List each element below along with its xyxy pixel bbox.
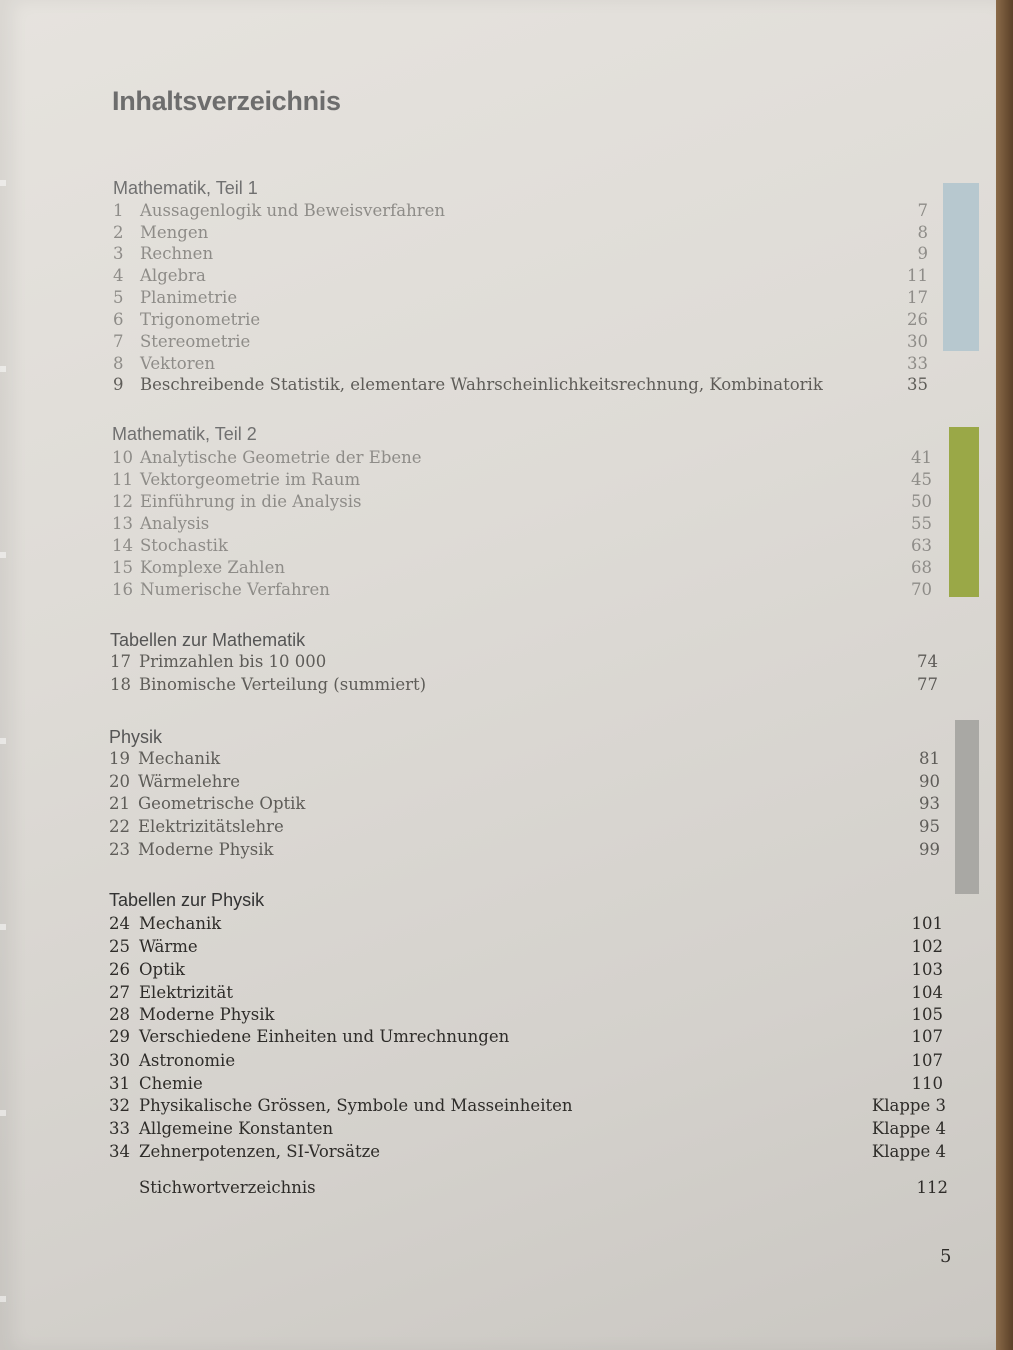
entry-page: 74: [917, 652, 938, 671]
entry-number: 29: [109, 1027, 130, 1046]
toc-entry[interactable]: [0, 817, 996, 839]
entry-page: 41: [911, 448, 932, 467]
entry-page: 105: [911, 1005, 943, 1024]
entry-title: Binomische Verteilung (summiert): [139, 675, 427, 694]
entry-number: 32: [109, 1096, 130, 1115]
entry-title: Stichwortverzeichnis: [139, 1178, 316, 1197]
section-heading-math-tables: Tabellen zur Mathematik: [110, 630, 306, 650]
entry-page: Klappe 3: [871, 1096, 946, 1115]
entry-title: Moderne Physik: [139, 1005, 275, 1024]
entry-page: 63: [911, 536, 932, 555]
entry-number: 13: [112, 514, 133, 533]
entry-page: 93: [919, 794, 940, 813]
entry-number: 23: [109, 840, 130, 859]
entry-page: 112: [916, 1178, 948, 1197]
entry-title: Beschreibende Statistik, elementare Wahrscheinlichkeitsrechnung, Kombinatorik: [140, 375, 823, 394]
toc-entry[interactable]: [0, 749, 996, 771]
entry-title: Astronomie: [139, 1051, 236, 1070]
entry-page: 102: [911, 937, 943, 956]
section-heading-physics-tables: Tabellen zur Physik: [109, 890, 265, 910]
toc-entry[interactable]: [0, 1142, 996, 1164]
entry-page: 55: [911, 514, 932, 533]
entry-number: 6: [113, 310, 124, 329]
entry-title: Zehnerpotenzen, SI-Vorsätze: [139, 1142, 381, 1161]
entry-number: 9: [113, 375, 124, 394]
section-heading-physics: Physik: [109, 727, 163, 747]
entry-number: 33: [109, 1119, 130, 1138]
entry-number: 4: [113, 266, 124, 285]
entry-title: Mengen: [140, 223, 209, 242]
entry-title: Vektoren: [140, 354, 216, 373]
entry-title: Trigonometrie: [140, 310, 261, 329]
entry-title: Komplexe Zahlen: [140, 558, 285, 577]
entry-page: 104: [911, 983, 943, 1002]
toc-entry-index[interactable]: [0, 1178, 996, 1200]
toc-entry[interactable]: [0, 772, 996, 794]
entry-title: Analytische Geometrie der Ebene: [140, 448, 422, 467]
toc-entry[interactable]: [0, 580, 996, 602]
toc-entry[interactable]: [0, 536, 996, 558]
page-title: Inhaltsverzeichnis: [112, 86, 341, 116]
toc-entry[interactable]: [0, 1005, 996, 1027]
entry-number: 16: [112, 580, 133, 599]
toc-entry[interactable]: [0, 223, 996, 245]
entry-number: 18: [110, 675, 131, 694]
entry-number: 15: [112, 558, 133, 577]
entry-title: Mechanik: [138, 749, 221, 768]
entry-page: 90: [919, 772, 940, 791]
entry-page: 68: [911, 558, 932, 577]
entry-number: 21: [109, 794, 130, 813]
entry-number: 2: [113, 223, 124, 242]
section-heading-math-1: Mathematik, Teil 1: [113, 178, 258, 198]
entry-number: 28: [109, 1005, 130, 1024]
entry-number: 5: [113, 288, 124, 307]
entry-page: 17: [907, 288, 928, 307]
entry-number: 8: [113, 354, 124, 373]
entry-page: 99: [919, 840, 940, 859]
entry-title: Moderne Physik: [138, 840, 274, 859]
toc-entry[interactable]: [0, 960, 996, 982]
entry-number: 7: [113, 332, 124, 351]
entry-title: Optik: [139, 960, 185, 979]
entry-title: Primzahlen bis 10 000: [139, 652, 327, 671]
entry-number: 11: [112, 470, 133, 489]
entry-page: 33: [907, 354, 928, 373]
entry-title: Wärmelehre: [138, 772, 240, 791]
entry-title: Allgemeine Konstanten: [139, 1119, 334, 1138]
toc-entry[interactable]: [0, 448, 996, 470]
entry-page: 101: [911, 914, 943, 933]
toc-entry[interactable]: [0, 514, 996, 536]
entry-page: Klappe 4: [871, 1142, 946, 1161]
toc-entry[interactable]: [0, 1051, 996, 1073]
toc-entry[interactable]: [0, 675, 996, 697]
entry-title: Mechanik: [139, 914, 222, 933]
entry-page: 95: [919, 817, 940, 836]
toc-entry[interactable]: [0, 1074, 996, 1096]
entry-title: Numerische Verfahren: [140, 580, 330, 599]
entry-title: Verschiedene Einheiten und Umrechnungen: [139, 1027, 510, 1046]
entry-page: 26: [907, 310, 928, 329]
page-number: 5: [940, 1246, 952, 1267]
entry-number: 34: [109, 1142, 130, 1161]
entry-number: 14: [112, 536, 133, 555]
toc-entry[interactable]: [0, 914, 996, 936]
entry-page: 81: [919, 749, 940, 768]
entry-page: 77: [917, 675, 938, 694]
entry-page: 7: [917, 201, 928, 220]
entry-number: 12: [112, 492, 133, 511]
entry-title: Stochastik: [140, 536, 228, 555]
entry-title: Aussagenlogik und Beweisverfahren: [140, 201, 445, 220]
entry-title: Planimetrie: [140, 288, 238, 307]
entry-page: 70: [911, 580, 932, 599]
entry-number: 1: [113, 201, 124, 220]
entry-title: Geometrische Optik: [138, 794, 306, 813]
entry-title: Stereometrie: [140, 332, 251, 351]
entry-number: 3: [113, 244, 124, 263]
entry-page: 11: [907, 266, 928, 285]
toc-entry[interactable]: [0, 558, 996, 580]
toc-entry[interactable]: [0, 244, 996, 266]
entry-page: 35: [907, 375, 928, 394]
entry-number: 20: [109, 772, 130, 791]
entry-page: 107: [911, 1051, 943, 1070]
entry-page: 9: [917, 244, 928, 263]
entry-title: Analysis: [140, 514, 210, 533]
entry-title: Wärme: [139, 937, 198, 956]
entry-page: 50: [911, 492, 932, 511]
entry-number: 27: [109, 983, 130, 1002]
entry-title: Vektorgeometrie im Raum: [140, 470, 361, 489]
toc-entry[interactable]: [0, 1119, 996, 1141]
toc-entry[interactable]: [0, 310, 996, 332]
toc-entry[interactable]: [0, 266, 996, 288]
toc-entry[interactable]: [0, 288, 996, 310]
toc-entry[interactable]: [0, 983, 996, 1005]
toc-entry[interactable]: [0, 937, 996, 959]
entry-title: Algebra: [140, 266, 206, 285]
entry-number: 10: [112, 448, 133, 467]
entry-number: 30: [109, 1051, 130, 1070]
entry-page: Klappe 4: [871, 1119, 946, 1138]
entry-page: 30: [907, 332, 928, 351]
entry-title: Elektrizität: [139, 983, 233, 1002]
toc-entry[interactable]: [0, 470, 996, 492]
section-heading-math-2: Mathematik, Teil 2: [112, 424, 257, 444]
entry-number: 19: [109, 749, 130, 768]
book-edge: [996, 0, 1013, 1350]
toc-entry[interactable]: [0, 652, 996, 674]
entry-number: 17: [110, 652, 131, 671]
toc-entry[interactable]: [0, 332, 996, 354]
toc-entry[interactable]: [0, 375, 996, 397]
toc-entry[interactable]: [0, 1027, 996, 1049]
entry-title: Einführung in die Analysis: [140, 492, 362, 511]
entry-number: 22: [109, 817, 130, 836]
toc-entry[interactable]: [0, 201, 996, 223]
toc-entry[interactable]: [0, 1096, 996, 1118]
entry-page: 110: [911, 1074, 943, 1093]
entry-page: 45: [911, 470, 932, 489]
entry-number: 25: [109, 937, 130, 956]
entry-page: 8: [917, 223, 928, 242]
toc-entry[interactable]: [0, 840, 996, 862]
entry-page: 107: [911, 1027, 943, 1046]
entry-number: 26: [109, 960, 130, 979]
entry-title: Rechnen: [140, 244, 214, 263]
entry-number: 31: [109, 1074, 130, 1093]
toc-entry[interactable]: [0, 354, 996, 376]
entry-title: Chemie: [139, 1074, 203, 1093]
entry-number: 24: [109, 914, 130, 933]
entry-title: Elektrizitätslehre: [138, 817, 284, 836]
toc-entry[interactable]: [0, 492, 996, 514]
entry-title: Physikalische Grössen, Symbole und Masseinheiten: [139, 1096, 573, 1115]
entry-page: 103: [911, 960, 943, 979]
toc-entry[interactable]: [0, 794, 996, 816]
